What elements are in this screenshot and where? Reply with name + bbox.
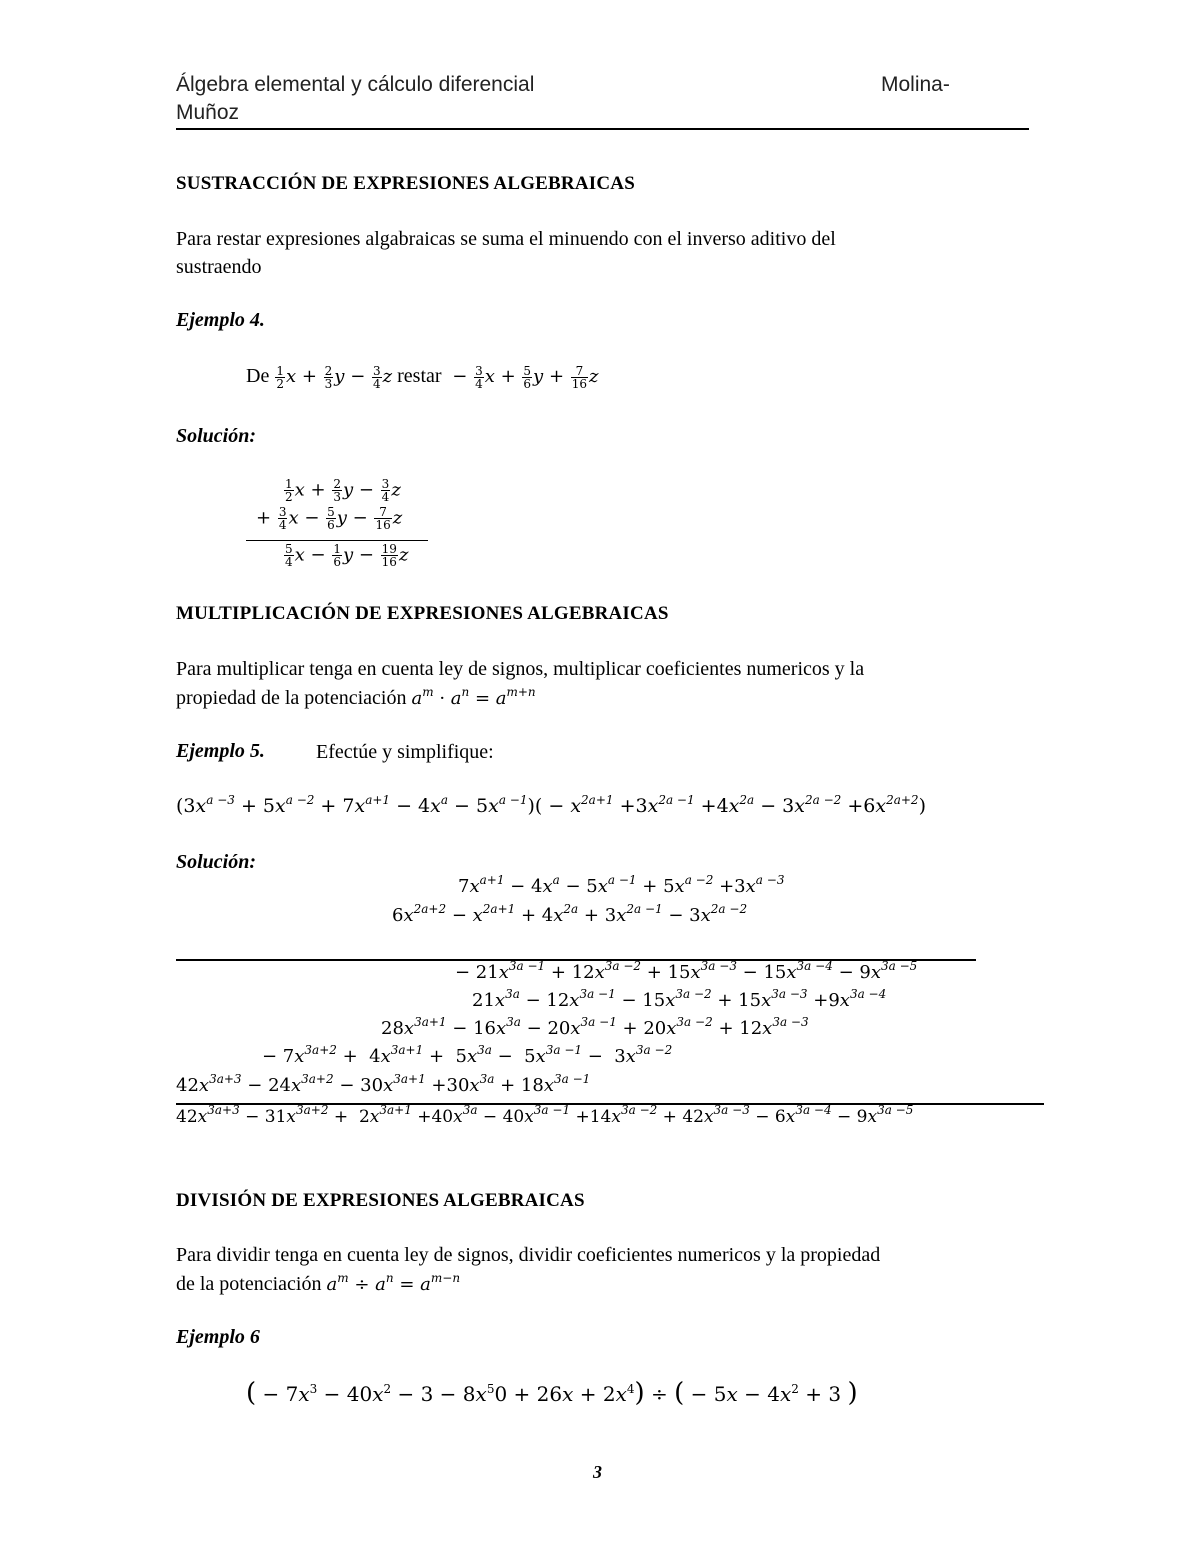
sol5-partial-1: − $21x^{3a -1} + 12x^{3a -2} + 15x^{3a -3} - 15x^{3a -4} - 9x^{3a -5}$ — [455, 959, 918, 983]
multiplication-intro-text: propiedad de la potenciación — [176, 687, 407, 709]
page-number: 3 — [593, 1462, 602, 1482]
example-4-statement — [246, 362, 599, 391]
division-intro-line2 — [176, 1270, 460, 1299]
subtrahend: − $\frac{3}{4}$ x + $\frac{5}{6}$ y + $\frac{7}{16}$ z — [446, 363, 599, 391]
multiplication-intro-line2 — [176, 684, 536, 713]
sol4-result: $\frac{5}{4}$ x − $\frac{1}{6}$ y − $\frac{19}{16}$ z — [285, 542, 409, 569]
section-heading-division: DIVISIÓN DE EXPRESIONES ALGEBRAICAS — [176, 1190, 585, 1211]
example-5-text: Efectúe y simplifique: — [316, 741, 494, 763]
sol5-partial-3: $28x^{3a+1} - 16x^{3a} - 20x^{3a -1} + 20x^{3a -2} + 12x^{3a -3}$ — [381, 1015, 809, 1039]
example-4-label: Ejemplo 4. — [176, 309, 265, 331]
solution-4-label: Solución: — [176, 425, 257, 447]
word-restar: restar — [397, 365, 442, 387]
sol5-product-rule — [176, 959, 976, 961]
subtraction-intro-line1: Para restar expresiones algabraicas se suma el minuendo con el inverso aditivo del — [176, 228, 836, 250]
sol5-result: $42x^{3a+3} - 31x^{3a+2} + 2x^{3a+1} +40x^{3a} - 40x^{3a -1} +14x^{3a -2} + 42x^{3a -3} - 6x^{3a -4} - 9x^{3a -5}$ — [176, 1103, 914, 1127]
header-title: Álgebra elemental y cálculo diferencial — [176, 73, 535, 96]
example-6-expression: ( − $7x^3 - 40x^2 - 3 - 8x^50 + 26x + 2x^4$) ÷ ( − $5x - 4x^2 + 3$ ) — [246, 1378, 858, 1408]
sol5-factor2: $6x^{2a+2} - x^{2a+1} + 4x^{2a} + 3x^{2a -1} - 3x^{2a -2}$ — [392, 902, 748, 926]
sol5-factor1: $7x^{a+1} - 4x^a - 5x^{a -1} + 5x^{a -2} +3x^{a -3}$ — [458, 873, 785, 897]
minuend: $\frac{1}{2}$ x + $\frac{2}{3}$ y − $\frac{3}{4}$ z — [276, 363, 393, 391]
division-intro-line1: Para dividir tenga en cuenta ley de signos, dividir coeficientes numericos y la propiedad — [176, 1244, 881, 1266]
word-de: De — [246, 365, 270, 387]
sol4-sum-rule — [246, 540, 428, 541]
example-6-label: Ejemplo 6 — [176, 1326, 260, 1348]
sol5-partial-5: $42x^{3a+3} - 24x^{3a+2} - 30x^{3a+1} +30x^{3a} + 18x^{3a -1}$ — [176, 1072, 591, 1096]
example-5-label: Ejemplo 5. — [176, 740, 265, 762]
division-intro-text: de la potenciación — [176, 1273, 322, 1295]
multiplication-intro-line1: Para multiplicar tenga en cuenta ley de signos, multiplicar coeficientes numericos y la — [176, 658, 865, 680]
sol4-row1: $\frac{1}{2}$ x + $\frac{2}{3}$ y − $\frac{3}{4}$ z — [285, 477, 401, 504]
power-quotient-rule: $a^m \div a^n = a^{m-n}$ — [326, 1271, 461, 1295]
header-author: Molina- — [881, 73, 950, 96]
power-product-rule: $a^m \cdot a^n = a^{m+n}$ — [411, 685, 536, 709]
sol4-row2: + $\frac{3}{4}$ x − $\frac{5}{6}$ y − $\frac{7}{16}$ z — [256, 505, 403, 532]
example-5-expression: $(3x^{a -3} + 5x^{a -2} + 7x^{a+1} - 4x^a - 5x^{a -1})( - x^{2a+1} +3x^{2a -1} +4x^{2a} - 3x^{2a -2} +6x^{2a+2})$ — [176, 793, 926, 817]
sol5-partial-2: $21x^{3a} - 12x^{3a -1} - 15x^{3a -2} + 15x^{3a -3} +9x^{3a -4}$ — [472, 987, 887, 1011]
header-author-cont: Muñoz — [176, 101, 240, 124]
section-heading-subtraction: SUSTRACCIÓN DE EXPRESIONES ALGEBRAICAS — [176, 173, 635, 194]
header-rule — [176, 128, 1029, 130]
subtraction-intro-line2: sustraendo — [176, 256, 262, 278]
section-heading-multiplication: MULTIPLICACIÓN DE EXPRESIONES ALGEBRAICAS — [176, 603, 669, 624]
sol5-partial-4: − $7x^{3a+2} + 4x^{3a+1} + 5x^{3a} - 5x^{3a -1} - 3x^{3a -2}$ — [262, 1043, 673, 1067]
solution-5-label: Solución: — [176, 851, 257, 873]
